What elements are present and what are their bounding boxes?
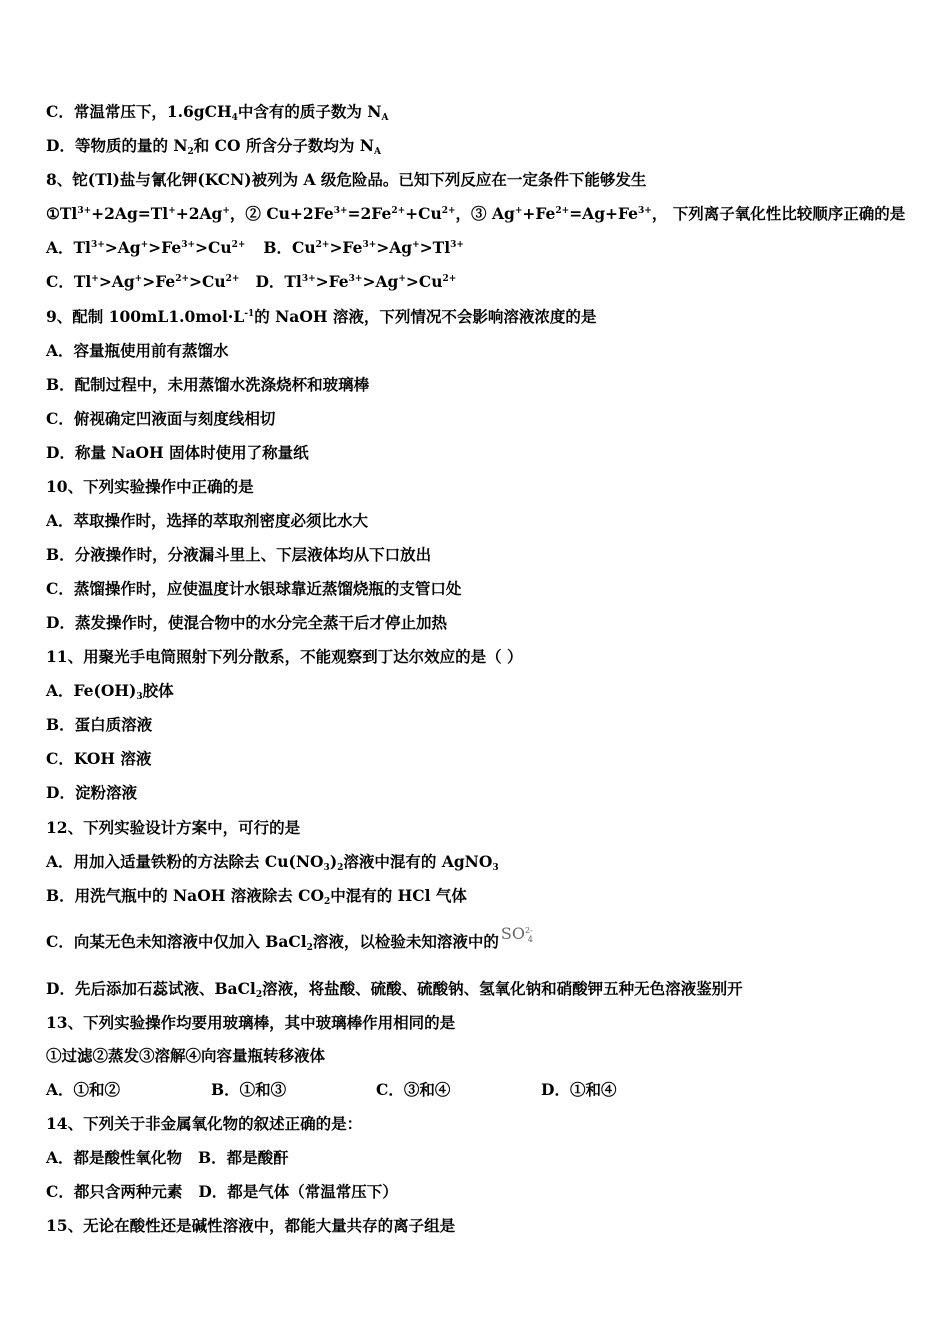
option-line: B．用洗气瓶中的 NaOH 溶液除去 $CO_2$中混有的 HCl 气体 bbox=[46, 886, 467, 907]
option-line: A．用加入适量铁粉的方法除去 $Cu(NO_3)_2$溶液中混有的 AgNO$_3$ bbox=[46, 852, 499, 873]
option-line: A．容量瓶使用前有蒸馏水 bbox=[46, 341, 229, 360]
option-line: D．蒸发操作时，使混合物中的水分完全蒸干后才停止加热 bbox=[46, 613, 447, 632]
reaction-line: $①Tl^{3+}+2Ag=Tl^++2Ag^+$，② $Cu+2Fe^{3+}=2Fe^{2+}+Cu^{2+}$，③ $Ag^++Fe^{2+}=Ag+Fe^{3+}$， 下列离子氧化性比较顺序正确的是 bbox=[46, 204, 906, 223]
question-stem: 15、无论在酸性还是碱性溶液中，都能大量共存的离子组是 bbox=[46, 1216, 456, 1235]
option-line: D．先后添加石蕊试液、BaCl$_2$溶液，将盐酸、硫酸、硫酸钠、氢氧化钠和硝酸钾五种无色溶液鉴别开 bbox=[46, 979, 743, 1000]
option-line: A．都是酸性氧化物 B．都是酸酐 bbox=[46, 1148, 289, 1167]
option-line: C．蒸馏操作时，应使温度计水银球靠近蒸馏烧瓶的支管口处 bbox=[46, 579, 462, 598]
sulfate-formula: $SO^{2-}_4$ bbox=[500, 924, 533, 944]
option-line: B．分液操作时，分液漏斗里上、下层液体均从下口放出 bbox=[46, 545, 432, 564]
option-line: C．常温常压下，1.6gCH$_4$中含有的质子数为 $N_A$ bbox=[46, 102, 389, 123]
question-stem: 14、下列关于非金属氧化物的叙述正确的是： bbox=[46, 1114, 363, 1133]
option-line: C．俯视确定凹液面与刻度线相切 bbox=[46, 409, 276, 428]
option-line: D．等物质的量的 $N_2$和 CO 所含分子数均为 $N_A$ bbox=[46, 136, 381, 157]
question-stem: 11、用聚光手电筒照射下列分散系，不能观察到丁达尔效应的是（ ） bbox=[46, 647, 523, 666]
option-line: C．$Tl^+>Ag^+>Fe^{2+}>Cu^{2+}$ D．$Tl^{3+}>Fe^{3+}>Ag^+>Cu^{2+}$ bbox=[46, 272, 457, 291]
question-stem: 9、配制 $100mL1.0mol\cdot L^{-1}$的 NaOH 溶液，下列情况不会影响溶液浓度的是 bbox=[46, 307, 597, 326]
option-line: A．萃取操作时，选择的萃取剂密度必须比水大 bbox=[46, 511, 369, 530]
question-stem: ①过滤②蒸发③溶解④向容量瓶转移液体 bbox=[46, 1046, 326, 1065]
question-stem: 12、下列实验设计方案中，可行的是 bbox=[46, 818, 301, 837]
option-line: D．称量 NaOH 固体时使用了称量纸 bbox=[46, 443, 309, 462]
option-line: A．$Tl^{3+}>Ag^+>Fe^{3+}>Cu^{2+}$ B．$Cu^{2+}>Fe^{3+}>Ag^+>Tl^{3+}$ bbox=[46, 238, 464, 257]
option-line: C．KOH 溶液 bbox=[46, 749, 152, 768]
question-stem: 13、下列实验操作均要用玻璃棒，其中玻璃棒作用相同的是 bbox=[46, 1013, 456, 1032]
question-stem: 10、下列实验操作中正确的是 bbox=[46, 477, 254, 496]
option-line: A．①和② B．①和③ C．③和④ D．①和④ bbox=[46, 1080, 617, 1099]
question-stem: 8、铊(Tl)盐与氰化钾(KCN)被列为 A 级危险品。已知下列反应在一定条件下能够发生 bbox=[46, 170, 647, 189]
option-line: B．配制过程中，未用蒸馏水洗涤烧杯和玻璃棒 bbox=[46, 375, 370, 394]
option-line: C．向某无色未知溶液中仅加入 BaCl$_2$溶液，以检验未知溶液中的 $SO^{2-}_4$ bbox=[46, 924, 533, 953]
option-line: D．淀粉溶液 bbox=[46, 783, 137, 802]
option-line: C．都只含两种元素 D．都是气体（常温常压下） bbox=[46, 1182, 398, 1201]
option-line: B．蛋白质溶液 bbox=[46, 715, 153, 734]
option-line: A．$Fe(OH)_3$胶体 bbox=[46, 681, 174, 702]
